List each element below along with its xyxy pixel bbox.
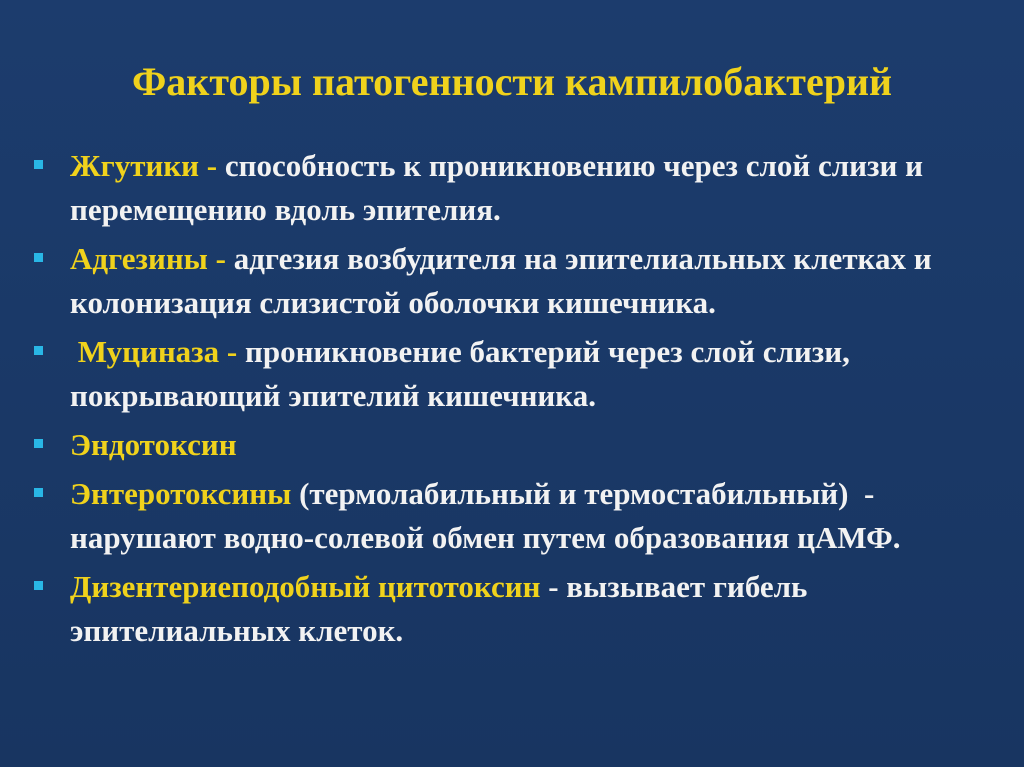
- item-term: Жгутики -: [70, 148, 225, 183]
- item-term: Энтеротоксины: [70, 476, 300, 511]
- item-term: Дизентериеподобный цитотоксин: [70, 569, 549, 604]
- list-item-adhesins: [32, 237, 1002, 325]
- item-text: проникновение бактерий через слой слизи, покрывающий эпителий кишечника.: [70, 334, 850, 413]
- item-term: Адгезины -: [70, 241, 234, 276]
- item-text: - вызывает гибель эпителиальных клеток.: [70, 569, 808, 648]
- item-text: (термолабильный и термостабильный) - нарушают водно-солевой обмен путем образования цАМФ.: [70, 476, 901, 555]
- square-bullet-icon: [34, 253, 43, 262]
- square-bullet-icon: [34, 581, 43, 590]
- square-bullet-icon: [34, 439, 43, 448]
- list-item-endotoxin: [32, 423, 1002, 467]
- square-bullet-icon: [34, 488, 43, 497]
- square-bullet-icon: [34, 160, 43, 169]
- list-item-mucinase: [32, 330, 1002, 418]
- item-term: Муциназа -: [70, 334, 245, 369]
- list-item-enterotoxins: [32, 472, 1002, 560]
- square-bullet-icon: [34, 346, 43, 355]
- list-item-flagella: [32, 144, 1002, 232]
- bullet-list: [32, 144, 1002, 658]
- item-text: способность к проникновению через слой слизи и перемещению вдоль эпителия.: [70, 148, 923, 227]
- list-item-cytotoxin: [32, 565, 1002, 653]
- slide-title: Факторы патогенности кампилобактерий: [131, 59, 893, 104]
- item-term: Эндотоксин: [70, 427, 237, 462]
- item-text: адгезия возбудителя на эпителиальных клетках и колонизация слизистой оболочки кишечника.: [70, 241, 932, 320]
